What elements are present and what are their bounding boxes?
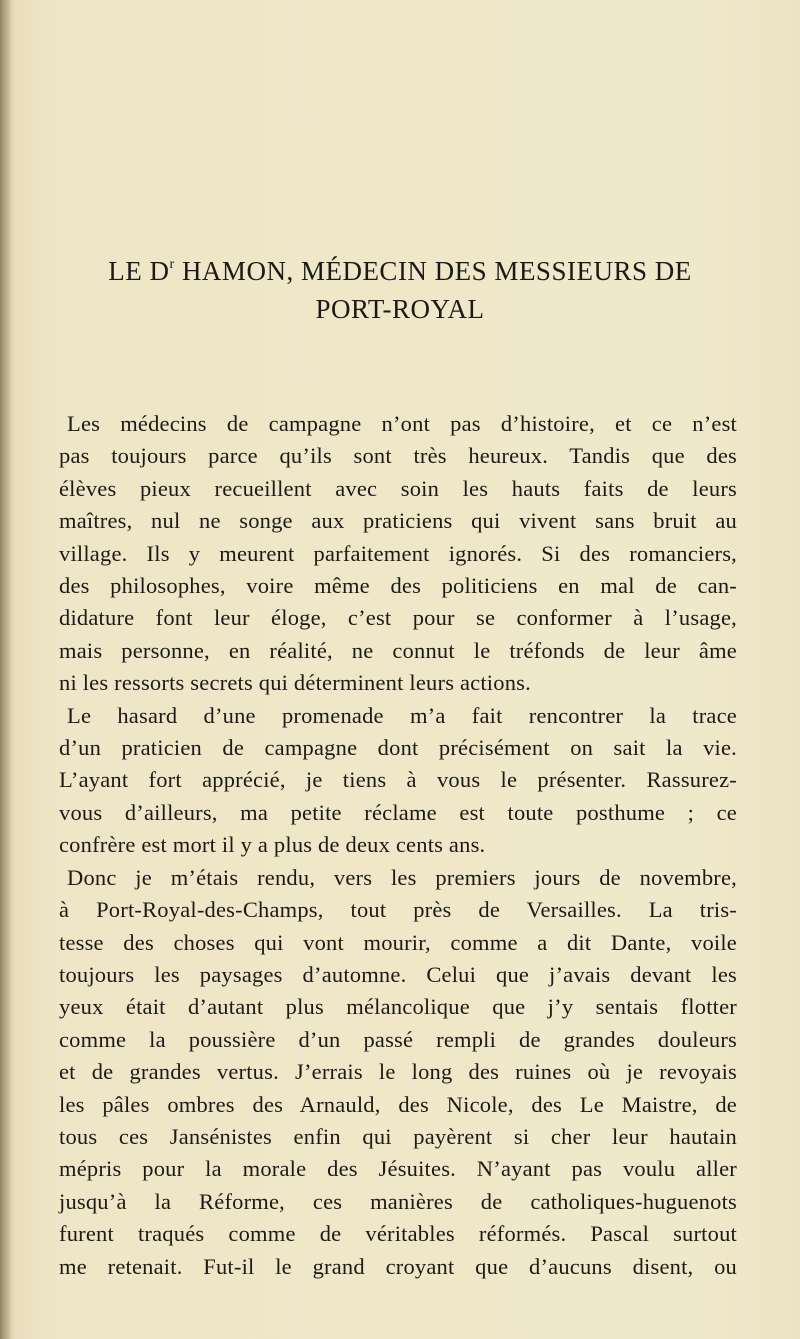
text-line: à Port-Royal-des-Champs, tout près de Versailles. La tris- (59, 897, 737, 923)
text-line: confrère est mort il y a plus de deux cents ans. (59, 832, 486, 858)
text-line: des philosophes, voire même des politiciens en mal de can- (59, 573, 737, 599)
paragraph-3 (59, 862, 737, 1283)
text-line: maîtres, nul ne songe aux praticiens qui vivent sans bruit au (59, 508, 737, 534)
text-line: vous d’ailleurs, ma petite réclame est toute posthume ; ce (59, 799, 737, 825)
text-line: tesse des choses qui vont mourir, comme a dit Dante, voile (59, 929, 737, 955)
text-line: et de grandes vertus. J’errais le long des ruines où je revoyais (59, 1059, 737, 1085)
text-line: village. Ils y meurent parfaitement ignorés. Si des romanciers, (59, 540, 737, 566)
text-line: toujours les paysages d’automne. Celui que j’avais devant les (59, 961, 737, 987)
title-superscript: r (169, 257, 175, 272)
chapter-body (59, 408, 737, 1283)
text-line: yeux était d’autant plus mélancolique que j’y sentais flotter (59, 994, 737, 1020)
text-line: me retenait. Fut-il le grand croyant que d’aucuns disent, ou (59, 1253, 737, 1279)
paragraph-1 (59, 408, 737, 700)
text-line: d’un praticien de campagne dont précisément on sait la vie. (59, 735, 737, 761)
text-line: mais personne, en réalité, ne connut le tréfonds de leur âme (59, 637, 737, 663)
text-line: mépris pour la morale des Jésuites. N’ayant pas voulu aller (59, 1156, 737, 1182)
text-line: les pâles ombres des Arnauld, des Nicole, des Le Maistre, de (59, 1091, 737, 1117)
title-rest: HAMON, MÉDECIN DES MESSIEURS DE (174, 256, 692, 286)
text-line: Le hasard d’une promenade m’a fait rencontrer la trace (67, 702, 737, 728)
text-line: didature font leur éloge, c’est pour se conformer à l’usage, (59, 605, 737, 631)
text-line: furent traqués comme de véritables réformés. Pascal surtout (59, 1221, 737, 1247)
page-binding-edge (0, 0, 12, 1339)
text-line: Les médecins de campagne n’ont pas d’histoire, et ce n’est (67, 411, 737, 436)
chapter-title-line-1 (40, 249, 760, 287)
text-line: ni les ressorts secrets qui déterminent leurs actions. (59, 670, 531, 696)
text-line: jusqu’à la Réforme, ces manières de catholiques-huguenots (59, 1188, 737, 1214)
text-line: comme la poussière d’un passé rempli de grandes douleurs (59, 1026, 737, 1052)
text-line: Donc je m’étais rendu, vers les premiers jours de novembre, (67, 864, 737, 890)
paragraph-2 (59, 700, 737, 862)
text-line: pas toujours parce qu’ils sont très heureux. Tandis que des (59, 443, 737, 469)
chapter-title-line-2: PORT-ROYAL (315, 294, 485, 324)
text-line: élèves pieux recueillent avec soin les hauts faits de leurs (59, 475, 737, 501)
text-line: L’ayant fort apprécié, je tiens à vous le présenter. Rassurez- (59, 767, 737, 793)
text-line: tous ces Jansénistes enfin qui payèrent si cher leur hautain (59, 1123, 737, 1149)
title-prefix: LE D (108, 256, 170, 286)
